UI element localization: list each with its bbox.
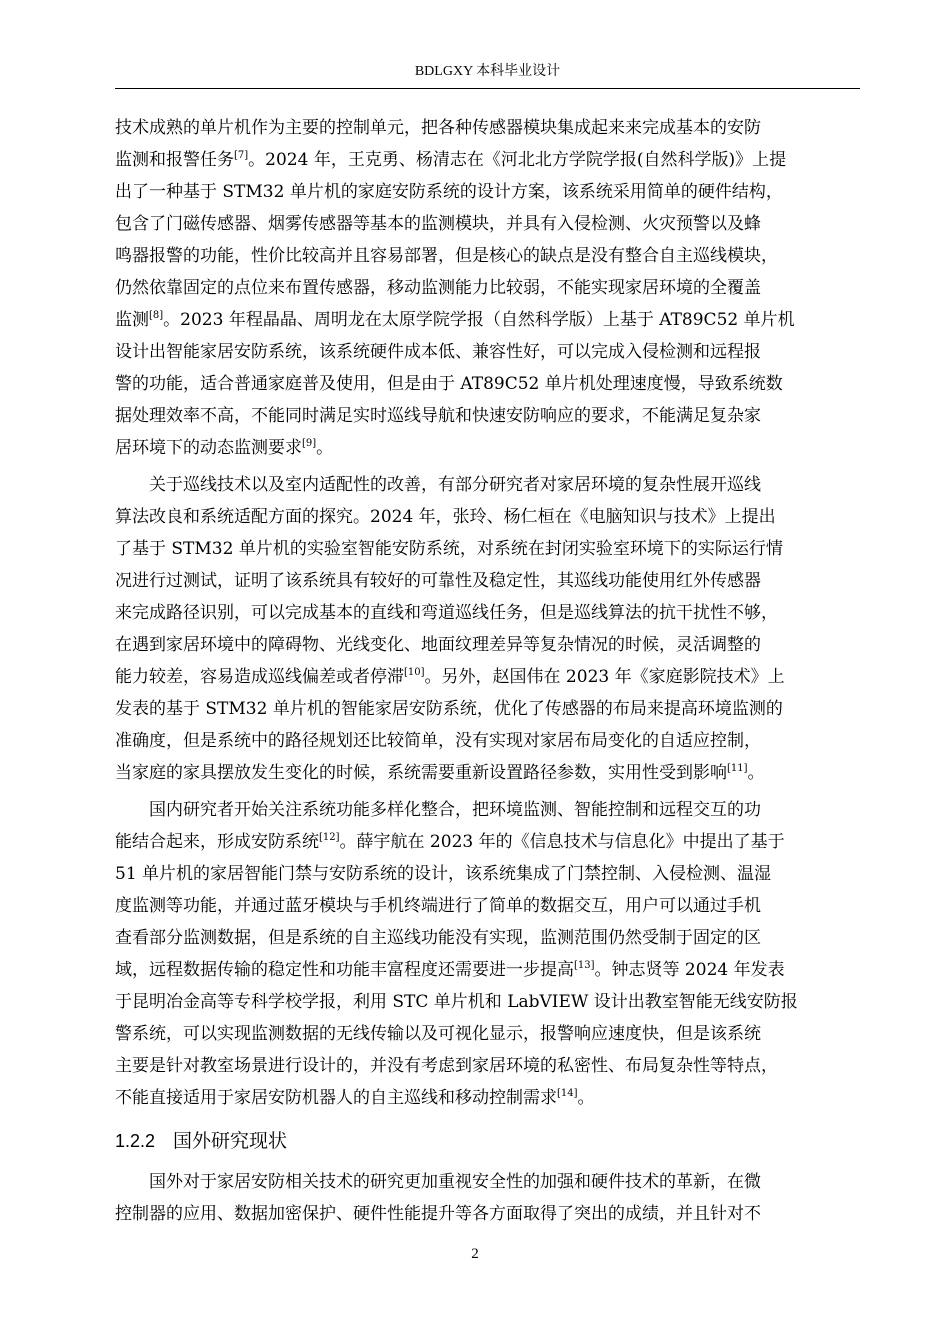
citation-marker: [7] xyxy=(234,150,249,161)
line-text: 控制器的应用、数据加密保护、硬件性能提升等各方面取得了突出的成绩，并且针对不 xyxy=(115,1204,761,1224)
line-text: 警的功能，适合普通家庭普及使用，但是由于 AT89C52 单片机处理速度慢，导致系统数 xyxy=(115,374,783,394)
line-text: 51 单片机的家居智能门禁与安防系统的设计，该系统集成了门禁控制、入侵检测、温湿 xyxy=(115,864,772,884)
text-line xyxy=(115,1198,860,1230)
paragraph xyxy=(115,794,860,1114)
text-line xyxy=(115,176,860,208)
text-line xyxy=(115,986,860,1018)
line-text: 在遇到家居环境中的障碍物、光线变化、地面纹理差异等复杂情况的时候，灵活调整的 xyxy=(115,635,761,655)
citation-marker: [14] xyxy=(557,1088,578,1099)
paragraph xyxy=(115,469,860,789)
citation-marker: [13] xyxy=(574,960,595,971)
line-text: 包含了门磁传感器、烟雾传感器等基本的监测模块，并具有入侵检测、火灾预警以及蜂 xyxy=(115,214,761,234)
header-divider xyxy=(115,88,860,89)
text-line xyxy=(115,890,860,922)
line-text: 仍然依靠固定的点位来布置传感器，移动监测能力比较弱，不能实现家居环境的全覆盖 xyxy=(115,278,761,298)
text-line xyxy=(115,533,860,565)
line-text: 监测 xyxy=(115,310,149,330)
text-line xyxy=(115,1050,860,1082)
text-line xyxy=(115,501,860,533)
line-text: 算法改良和系统适配方面的探究。2024 年，张玲、杨仁桓在《电脑知识与技术》上提出 xyxy=(115,507,776,527)
text-line xyxy=(115,922,860,954)
line-text: 于昆明冶金高等专科学校学报，利用 STC 单片机和 LabVIEW 设计出教室智能无线安防报 xyxy=(115,992,798,1012)
line-text: 主要是针对教室场景进行设计的，并没有考虑到家居环境的私密性、布局复杂性等特点， xyxy=(115,1056,778,1076)
line-text: 查看部分监测数据，但是系统的自主巡线功能没有实现，监测范围仍然受制于固定的区 xyxy=(115,928,761,948)
text-line xyxy=(115,240,860,272)
text-line xyxy=(115,725,860,757)
line-text-continued: 。 xyxy=(577,1088,595,1108)
line-text: 能力较差，容易造成巡线偏差或者停滞 xyxy=(115,667,404,687)
line-text: 当家庭的家具摆放发生变化的时候，系统需要重新设置路径参数，实用性受到影响 xyxy=(115,763,727,783)
citation-marker: [8] xyxy=(149,310,164,321)
text-line xyxy=(115,954,860,986)
text-line xyxy=(115,1018,860,1050)
line-text-continued: 。2024 年，王克勇、杨清志在《河北北方学院学报(自然科学版)》上提 xyxy=(248,150,787,170)
text-line xyxy=(115,368,860,400)
text-line xyxy=(115,400,860,432)
section-title: 国外研究现状 xyxy=(173,1130,288,1152)
text-line xyxy=(115,272,860,304)
line-text: 监测和报警任务 xyxy=(115,150,234,170)
line-text: 据处理效率不高，不能同时满足实时巡线导航和快速安防响应的要求，不能满足复杂家 xyxy=(115,406,761,426)
text-line xyxy=(115,304,860,336)
section-heading xyxy=(115,1114,860,1166)
line-text: 准确度，但是系统中的路径规划还比较简单，没有实现对家居布局变化的自适应控制， xyxy=(115,731,761,751)
line-text: 出了一种基于 STM32 单片机的家庭安防系统的设计方案，该系统采用简单的硬件结构， xyxy=(115,182,783,202)
line-text-continued: 。 xyxy=(747,763,765,783)
paragraph xyxy=(115,1166,860,1230)
line-text: 居环境下的动态监测要求 xyxy=(115,438,302,458)
page-number: 2 xyxy=(471,1246,479,1262)
text-line xyxy=(115,597,860,629)
text-line xyxy=(115,1166,860,1198)
line-text-continued: 。钟志贤等 2024 年发表 xyxy=(594,960,785,980)
line-text: 警系统，可以实现监测数据的无线传输以及可视化显示，报警响应速度快，但是该系统 xyxy=(115,1024,761,1044)
line-text: 况进行过测试，证明了该系统具有较好的可靠性及稳定性，其巡线功能使用红外传感器 xyxy=(115,571,761,591)
line-text: 技术成熟的单片机作为主要的控制单元，把各种传感器模块集成起来来完成基本的安防 xyxy=(115,118,761,138)
text-line xyxy=(115,469,860,501)
line-text: 鸣器报警的功能，性价比较高并且容易部署，但是核心的缺点是没有整合自主巡线模块， xyxy=(115,246,778,266)
line-text: 度监测等功能，并通过蓝牙模块与手机终端进行了简单的数据交互，用户可以通过手机 xyxy=(115,896,761,916)
citation-marker: [11] xyxy=(727,763,748,774)
line-text-continued: 。2023 年程晶晶、周明龙在太原学院学报（自然科学版）上基于 AT89C52 单片机 xyxy=(163,310,795,330)
line-text: 发表的基于 STM32 单片机的智能家居安防系统，优化了传感器的布局来提高环境监测的 xyxy=(115,699,783,719)
page-header: BDLGXY 本科毕业设计 xyxy=(414,64,561,79)
text-line xyxy=(115,661,860,693)
text-line xyxy=(115,208,860,240)
line-text-continued: 。 xyxy=(316,438,334,458)
text-line xyxy=(115,565,860,597)
text-line xyxy=(115,757,860,789)
line-text: 域，远程数据传输的稳定性和功能丰富程度还需要进一步提高 xyxy=(115,960,574,980)
text-line xyxy=(115,794,860,826)
line-text-continued: 。另外，赵国伟在 2023 年《家庭影院技术》上 xyxy=(424,667,785,687)
line-text: 关于巡线技术以及室内适配性的改善，有部分研究者对家居环境的复杂性展开巡线 xyxy=(149,475,761,495)
document-body xyxy=(115,112,860,1230)
line-text: 不能直接适用于家居安防机器人的自主巡线和移动控制需求 xyxy=(115,1088,557,1108)
line-text: 国外对于家居安防相关技术的研究更加重视安全性的加强和硬件技术的革新，在微 xyxy=(149,1172,761,1192)
text-line xyxy=(115,1082,860,1114)
citation-marker: [9] xyxy=(302,438,317,449)
text-line xyxy=(115,112,860,144)
text-line xyxy=(115,629,860,661)
text-line xyxy=(115,432,860,464)
citation-marker: [10] xyxy=(404,667,425,678)
text-line xyxy=(115,144,860,176)
paragraph xyxy=(115,112,860,464)
text-line xyxy=(115,336,860,368)
line-text: 了基于 STM32 单片机的实验室智能安防系统，对系统在封闭实验室环境下的实际运行情 xyxy=(115,539,783,559)
text-line xyxy=(115,826,860,858)
section-number: 1.2.2 xyxy=(115,1131,156,1151)
line-text: 国内研究者开始关注系统功能多样化整合，把环境监测、智能控制和远程交互的功 xyxy=(149,800,761,820)
line-text: 设计出智能家居安防系统，该系统硬件成本低、兼容性好，可以完成入侵检测和远程报 xyxy=(115,342,761,362)
line-text: 能结合起来，形成安防系统 xyxy=(115,832,319,852)
text-line xyxy=(115,858,860,890)
text-line xyxy=(115,693,860,725)
line-text: 来完成路径识别，可以完成基本的直线和弯道巡线任务，但是巡线算法的抗干扰性不够， xyxy=(115,603,778,623)
line-text-continued: 。薛宇航在 2023 年的《信息技术与信息化》中提出了基于 xyxy=(339,832,785,852)
citation-marker: [12] xyxy=(319,832,340,843)
